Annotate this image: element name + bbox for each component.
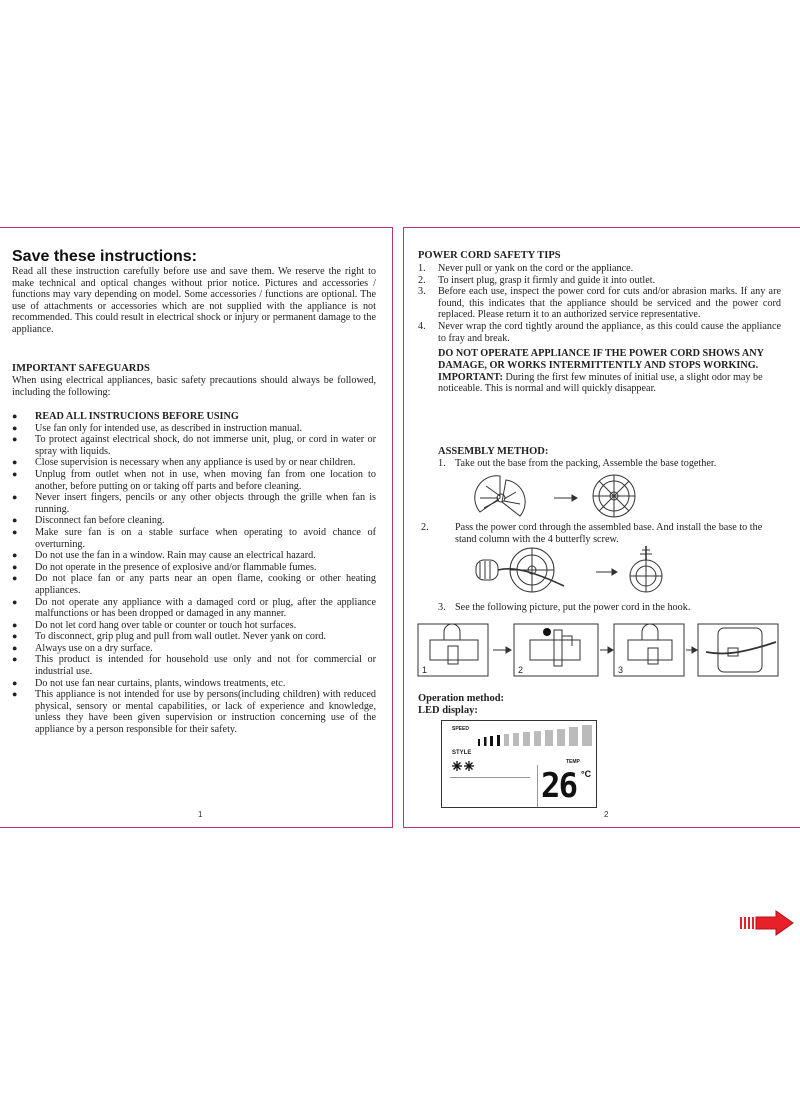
list-item: ● Do not let cord hang over table or counter or touch hot surfaces. — [12, 620, 376, 632]
list-item: ● Do not use fan near curtains, plants, windows treatments, etc. — [12, 678, 376, 690]
assembly-step-1: 1. Take out the base from the packing, Assemble the base together. — [438, 458, 717, 469]
list-item: ● Use fan only for intended use, as described in instruction manual. — [12, 423, 376, 435]
hook-marker-icon — [543, 628, 551, 636]
fan-base-icon — [593, 475, 635, 517]
figure-number: 3 — [618, 665, 624, 675]
speed-bar — [504, 734, 509, 746]
list-item: 3. Before each use, inspect the power cord for cuts and/or abrasion marks. If any are found, this indicates that the appliance should be serviced and the power cord replaced. Please return it to an authorized service representative. — [418, 286, 781, 321]
speed-bar — [534, 731, 541, 746]
list-item: ● Do not operate any appliance with a damaged cord or plug, after the appliance malfunctions or has been dropped or damaged in any manner. — [12, 597, 376, 620]
page-number: 1 — [198, 810, 203, 819]
assembly-title: ASSEMBLY METHOD: — [438, 446, 549, 457]
fan-style-icon — [452, 759, 476, 773]
speed-bar — [582, 725, 592, 746]
next-page-arrow-icon[interactable] — [740, 910, 794, 936]
manual-page-2 — [403, 227, 800, 828]
assembly-figure-3 — [416, 622, 786, 680]
list-item: ● Close supervision is necessary when any appliance is used by or near children. — [12, 457, 376, 469]
speed-bar — [513, 733, 519, 746]
assembly-step-2: 2. Pass the power cord through the assembled base. And install the base to the stand column with the 4 butterfly screw. — [421, 522, 763, 545]
intro-paragraph: Read all these instruction carefully before use and save them. We reserve the right to make technical and optical changes without prior notice. Pictures and accessories / functions may vary depending on model. Some accessories / functions are optional. The use of attachments or accessories which are not supplied with the appliance is not recommended. This could result in electrical shock or injury or permanent damage to the appliance. — [12, 266, 376, 335]
safeguards-title: IMPORTANT SAFEGUARDS — [12, 363, 150, 374]
temp-value: 26 — [541, 766, 577, 806]
assembly-step-3: 3. See the following picture, put the power cord in the hook. — [438, 602, 691, 613]
arrow-right-icon — [686, 647, 697, 653]
speed-bar — [557, 729, 565, 746]
speed-bar — [484, 737, 487, 746]
speed-bar — [545, 730, 553, 746]
speed-bar-graph — [478, 725, 594, 747]
list-item: ● READ ALL INSTRUCIONS BEFORE USING — [12, 411, 376, 423]
list-item: ● Do not use the fan in a window. Rain may cause an electrical hazard. — [12, 550, 376, 562]
speed-bar — [478, 739, 480, 746]
lcd-divider — [450, 777, 530, 778]
page-heading: Save these instructions: — [12, 248, 197, 265]
speed-label: SPEED — [452, 726, 469, 732]
temp-label: TEMP — [566, 759, 580, 765]
speed-bar — [523, 732, 530, 746]
list-item: ● Make sure fan is on a stable surface when operating to avoid chance of overturning. — [12, 527, 376, 550]
fan-base-icon — [475, 476, 525, 516]
figure-number: 2 — [518, 665, 524, 675]
warning-block — [438, 348, 783, 395]
speed-bar — [490, 736, 493, 746]
assembly-figure-2 — [474, 546, 664, 600]
figure-panel-2 — [514, 624, 598, 676]
figure-panel-3 — [614, 624, 684, 676]
list-item: ● This product is intended for household use only and not for commercial or industrial use. — [12, 654, 376, 677]
speed-bar — [569, 727, 578, 746]
list-item: 2. To insert plug, grasp it firmly and guide it into outlet. — [418, 274, 656, 286]
arrow-right-icon — [596, 569, 617, 575]
temp-unit: °C — [581, 769, 592, 779]
arrow-right-icon — [600, 647, 613, 653]
list-item: ● Do not operate in the presence of explosive and/or flammable fumes. — [12, 562, 376, 574]
arrow-right-icon — [493, 647, 511, 653]
arrow-right-icon — [554, 495, 577, 501]
manual-page-1 — [0, 227, 393, 828]
list-item: ● Do not place fan or any parts near an open flame, cooking or other heating appliances. — [12, 573, 376, 596]
led-display — [441, 720, 597, 808]
list-item: ● Disconnect fan before cleaning. — [12, 515, 376, 527]
fan-base-icon — [630, 546, 662, 592]
list-item: ● To disconnect, grip plug and pull from wall outlet. Never yank on cord. — [12, 631, 376, 643]
list-item: 4. Never wrap the cord tightly around the appliance, as this could cause the appliance to fray and break. — [418, 320, 781, 344]
assembly-figure-1 — [466, 472, 656, 522]
power-cord-list — [418, 263, 781, 344]
operation-title: Operation method: — [418, 693, 505, 704]
warning-text: DO NOT OPERATE APPLIANCE IF THE POWER CORD SHOWS ANY DAMAGE, OR WORKS INTERMITTENTLY AND STOPS WORKING. — [438, 348, 764, 371]
list-item: ● Unplug from outlet when not in use, when moving fan from one location to another, before putting on or taking off parts and before cleaning. — [12, 469, 376, 492]
important-text: During the first few minutes of initial use, a slight odor may be noticeable. This is normal and will quickly disappear. — [438, 371, 763, 395]
list-item: ● Never insert fingers, pencils or any other objects through the grille when fan is running. — [12, 492, 376, 515]
lcd-divider — [537, 765, 538, 807]
page-number: 2 — [604, 810, 609, 819]
fan-base-icon — [476, 548, 564, 592]
speed-bar — [497, 735, 500, 746]
list-item: ● To protect against electrical shock, do not immerse unit, plug, or cord in water or spray with liquids. — [12, 434, 376, 457]
safeguards-intro: When using electrical appliances, basic safety precautions should always be followed, including the following: — [12, 375, 376, 398]
style-label: STYLE — [452, 750, 472, 756]
list-item: ● Always use on a dry surface. — [12, 643, 376, 655]
led-title: LED display: — [418, 705, 478, 716]
list-item: 1. Never pull or yank on the cord or the appliance. — [418, 263, 634, 274]
important-label: IMPORTANT: — [438, 371, 503, 383]
power-cord-title: POWER CORD SAFETY TIPS — [418, 250, 561, 261]
figure-number: 1 — [422, 665, 428, 675]
list-item: ● This appliance is not intended for use by persons(including children) with reduced physical, sensory or mental capabilities, or lack of experience and knowledge, unless they have been given supervision or instruction concerning use of the appliance by a person responsible for their safety. — [12, 689, 376, 735]
safeguards-list — [12, 411, 376, 736]
